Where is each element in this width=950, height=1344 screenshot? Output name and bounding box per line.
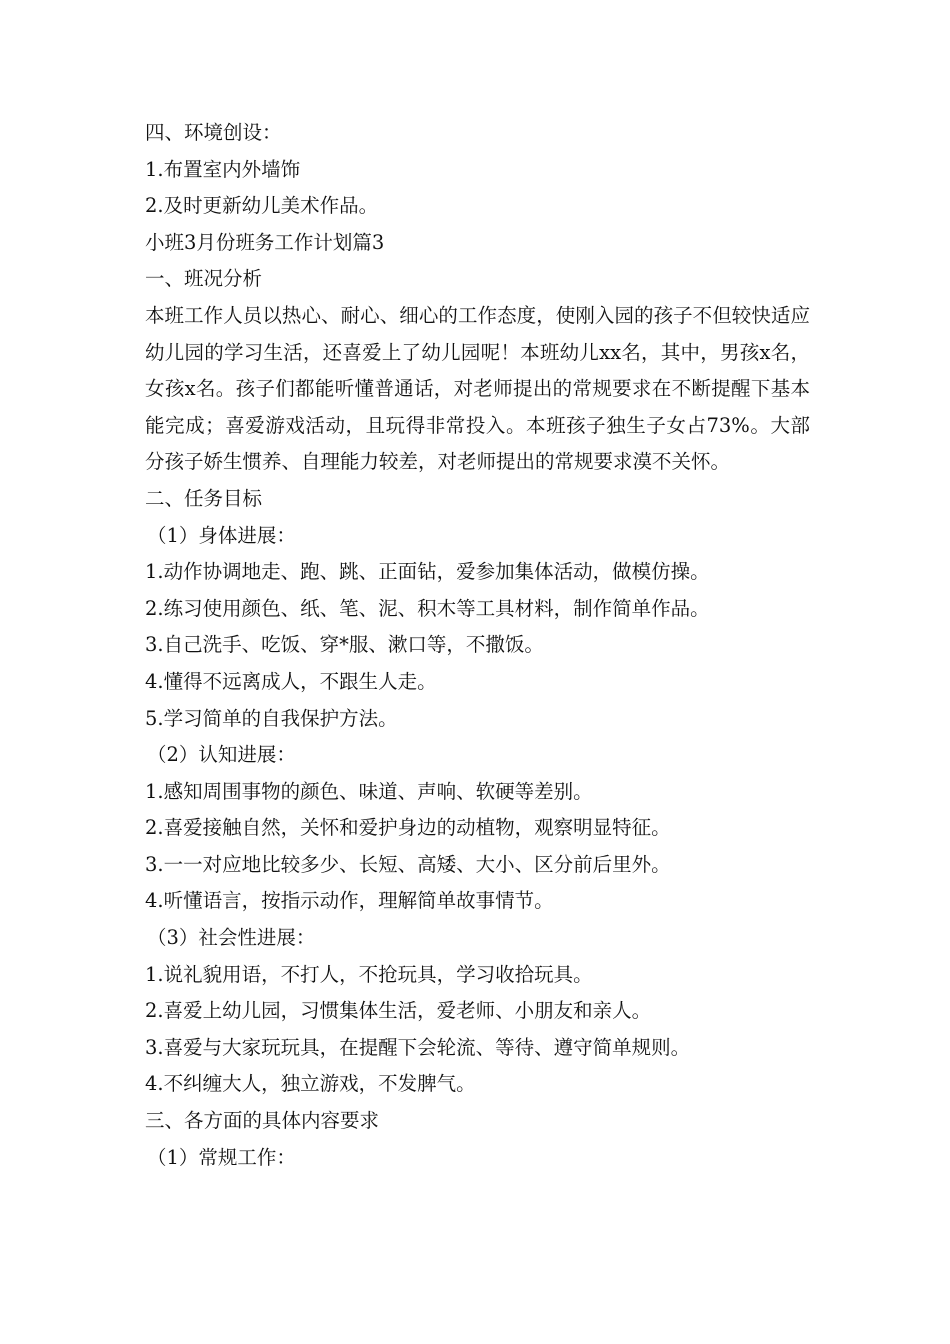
list-item: 2.喜爱接触自然，关怀和爱护身边的动植物，观察明显特征。 — [145, 816, 671, 840]
section-heading-environment: 四、环境创设： — [145, 121, 282, 144]
list-item: 2.喜爱上幼儿园，习惯集体生活，爱老师、小朋友和亲人。 — [145, 999, 652, 1023]
subheading-routine: （1）常规工作： — [147, 1145, 296, 1169]
subheading-social: （3）社会性进展： — [147, 926, 316, 950]
list-item: 3.喜爱与大家玩玩具，在提醒下会轮流、等待、遵守简单规则。 — [145, 1035, 691, 1059]
list-item: 1.动作协调地走、跑、跳、正面钻，爱参加集体活动，做模仿操。 — [145, 560, 710, 584]
list-item: 5.学习简单的自我保护方法。 — [145, 706, 398, 730]
list-item: 4.不纠缠大人，独立游戏，不发脾气。 — [145, 1072, 476, 1096]
document-body — [145, 115, 810, 1176]
section-heading-requirements: 三、各方面的具体内容要求 — [145, 1109, 380, 1133]
analysis-paragraph: 本班工作人员以热心、耐心、细心的工作态度，使刚入园的孩子不但较快适应幼儿园的学习生活，还喜爱上了幼儿园呢！本班幼儿xx名，其中，男孩x名，女孩x名。孩子们都能听懂普通话，对老师提出的常规要求在不断提醒下基本能完成；喜爱游戏活动，且玩得非常投入。本班孩子独生子女占73%。大部分孩子娇生惯养、自理能力较差，对老师提出的常规要求漠不关怀。 — [145, 303, 810, 474]
list-item: 1.布置室内外墙饰 — [145, 157, 301, 181]
plan-title: 小班3月份班务工作计划篇3 — [145, 230, 385, 254]
list-item: 3.自己洗手、吃饭、穿*服、漱口等，不撒饭。 — [145, 633, 544, 657]
list-item: 4.懂得不远离成人，不跟生人走。 — [145, 669, 437, 693]
list-item: 1.感知周围事物的颜色、味道、声响、软硬等差别。 — [145, 779, 593, 803]
section-heading-goals: 二、任务目标 — [145, 486, 263, 510]
list-item: 4.听懂语言，按指示动作，理解简单故事情节。 — [145, 889, 554, 913]
subheading-physical: （1）身体进展： — [147, 523, 296, 547]
list-item: 2.练习使用颜色、纸、笔、泥、积木等工具材料，制作简单作品。 — [145, 596, 710, 620]
list-item: 3.一一对应地比较多少、长短、高矮、大小、区分前后里外。 — [145, 852, 671, 876]
list-item: 2.及时更新幼儿美术作品。 — [145, 194, 379, 218]
list-item: 1.说礼貌用语，不打人，不抢玩具，学习收拾玩具。 — [145, 962, 593, 986]
section-heading-analysis: 一、班况分析 — [145, 267, 263, 291]
subheading-cognitive: （2）认知进展： — [147, 743, 296, 767]
